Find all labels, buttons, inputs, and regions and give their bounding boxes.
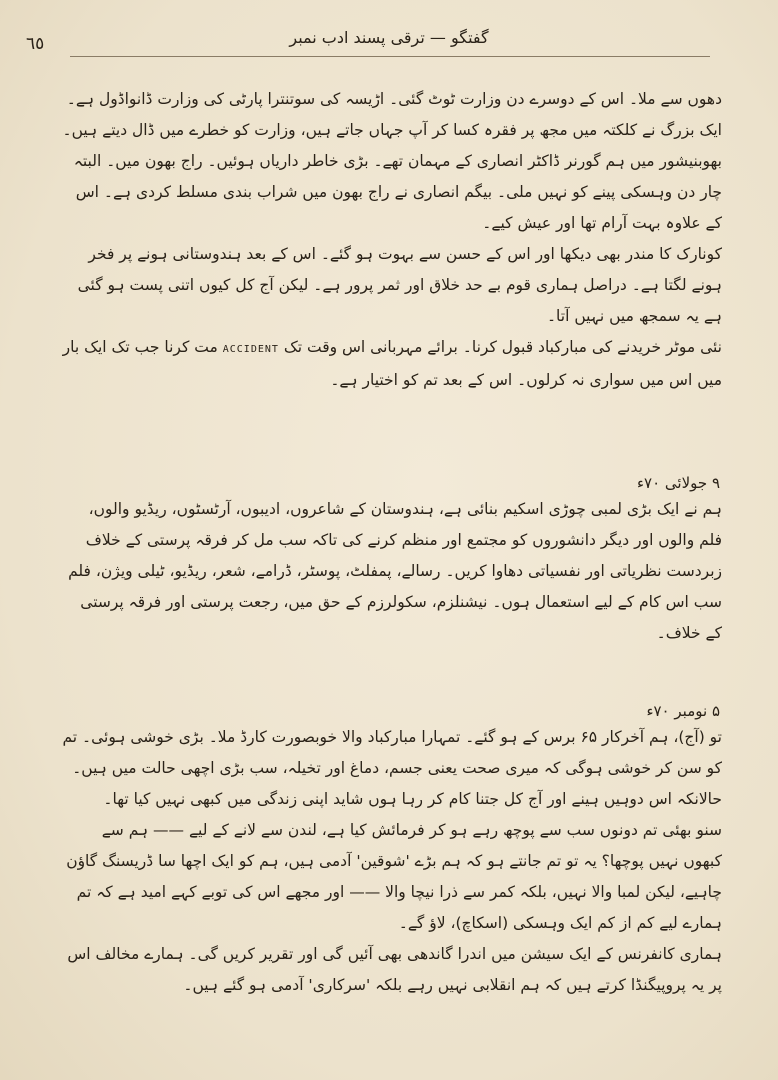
text-segment: مت کرنا جب تک ایک بار میں اس میں سواری نہ کرلوں۔ اس کے بعد تم کو اختیار ہے۔	[62, 338, 722, 389]
letter-entry-1	[62, 84, 722, 396]
paragraph-with-latin-word	[62, 332, 722, 396]
paragraph: کونارک کا مندر بھی دیکھا اور اس کے حسن سے بہوت ہو گئے۔ اس کے بعد ہندوستانی ہونے پر فخر ہونے لگتا ہے۔ دراصل ہماری قوم بے حد خلاق اور ثمر پرور ہے۔ لیکن آج کل کیوں اتنی پست ہو گئی ہے یہ سمجھ میں نہیں آتا۔	[77, 245, 722, 325]
paragraph: ہم نے ایک بڑی لمبی چوڑی اسکیم بنائی ہے، ہندوستان کے شاعروں، ادیبوں، آرٹسٹوں، ریڈیو والوں، فلم والوں اور دیگر دانشوروں کو مجتمع اور منظم کرنے کی تاکہ سب مل کر فرقہ پرستی کے خلاف زبردست نظریاتی اور نفسیاتی دھاوا کریں۔ رسالے، پمفلٹ، پوسٹر، ڈرامے، شعر، ریڈیو، ٹیلی ویژن، فلم سب اس کام کے لیے استعمال ہوں۔ نیشنلزم، سکولرزم کے حق میں، رجعت پرستی اور فرقہ پرستی کے خلاف۔	[68, 500, 722, 642]
running-title: گفتگو — ترقی پسند ادب نمبر	[289, 28, 489, 47]
paragraph: ہماری کانفرنس کے ایک سیشن میں اندرا گاندھی بھی آئیں گی اور تقریر کریں گی۔ ہمارے مخالف اس پر یہ پروپیگنڈا کرتے ہیں کہ ہم انقلابی نہیں رہے بلکہ 'سرکاری' آدمی ہو گئے ہیں۔	[67, 945, 722, 994]
header-rule	[70, 56, 710, 57]
page-number: ٦٥	[26, 34, 45, 54]
text-segment: نئی موٹر خریدنے کی مبارکباد قبول کرنا۔ برائے مہربانی اس وقت تک	[283, 338, 722, 356]
letter-entry-2	[62, 474, 722, 649]
entry-date: ۹ جولائی ۷۰ء	[636, 474, 720, 492]
paragraph: سنو بھئی تم دونوں سب سے پوچھ رہے ہو کر فرمائش کیا ہے، لندن سے لانے کے لیے —— ہم سے کبھوں نہیں پوچھا؟ یہ تو تم جانتے ہو کہ ہم بڑے 'شوقین' آدمی ہیں، ہم کو ایک اچھا سا ڈریسنگ گاؤن چاہیے، لیکن لمبا والا نہیں، بلکہ کمر سے ذرا نیچا والا —— اور مجھے اس کی توبے کہے امید ہے کہ تم ہمارے لیے کم از کم ایک وہسکی (اسکاچ)، لاؤ گے۔	[66, 821, 722, 932]
letter-entry-3	[62, 702, 722, 1001]
paragraph: تو (آج)، ہم آخرکار ۶۵ برس کے ہو گئے۔ تمہارا مبارکباد والا خوبصورت کارڈ ملا۔ بڑی خوشی ہوئی۔ تم کو سن کر خوشی ہوگی کہ میری صحت یعنی جسم، دماغ اور تخیلہ، سب بڑی اچھی حالت میں ہیں۔ حالانکہ اس دوہیں ہینے اور آج کل جتنا کام کر رہا ہوں شاید اپنی زندگی میں کبھی نہیں کیا تھا۔	[62, 728, 722, 808]
latin-word: ACCIDENT	[222, 344, 279, 355]
paragraph: دھوں سے ملا۔ اس کے دوسرے دن وزارت ٹوٹ گئی۔ اڑیسہ کی سوتنترا پارٹی کی وزارت ڈانواڈول ہے۔ ایک بزرگ نے کلکتہ میں مجھ پر فقرہ کسا کر آپ جہاں جاتے ہیں، وزارت کو خطرے میں ڈال دیتے ہیں۔	[62, 90, 722, 139]
paragraph: بھوبنیشور میں ہم گورنر ڈاکٹر انصاری کے مہمان تھے۔ بڑی خاطر داریاں ہوئیں۔ راج بھون میں۔ البتہ چار دن وہسکی پینے کو نہیں ملی۔ بیگم انصاری نے راج بھون میں شراب بندی مسلط کردی ہے۔ اس کے علاوہ بہت آرام تھا اور عیش کیے۔	[73, 152, 722, 232]
entry-date: ۵ نومبر ۷۰ء	[646, 702, 720, 720]
